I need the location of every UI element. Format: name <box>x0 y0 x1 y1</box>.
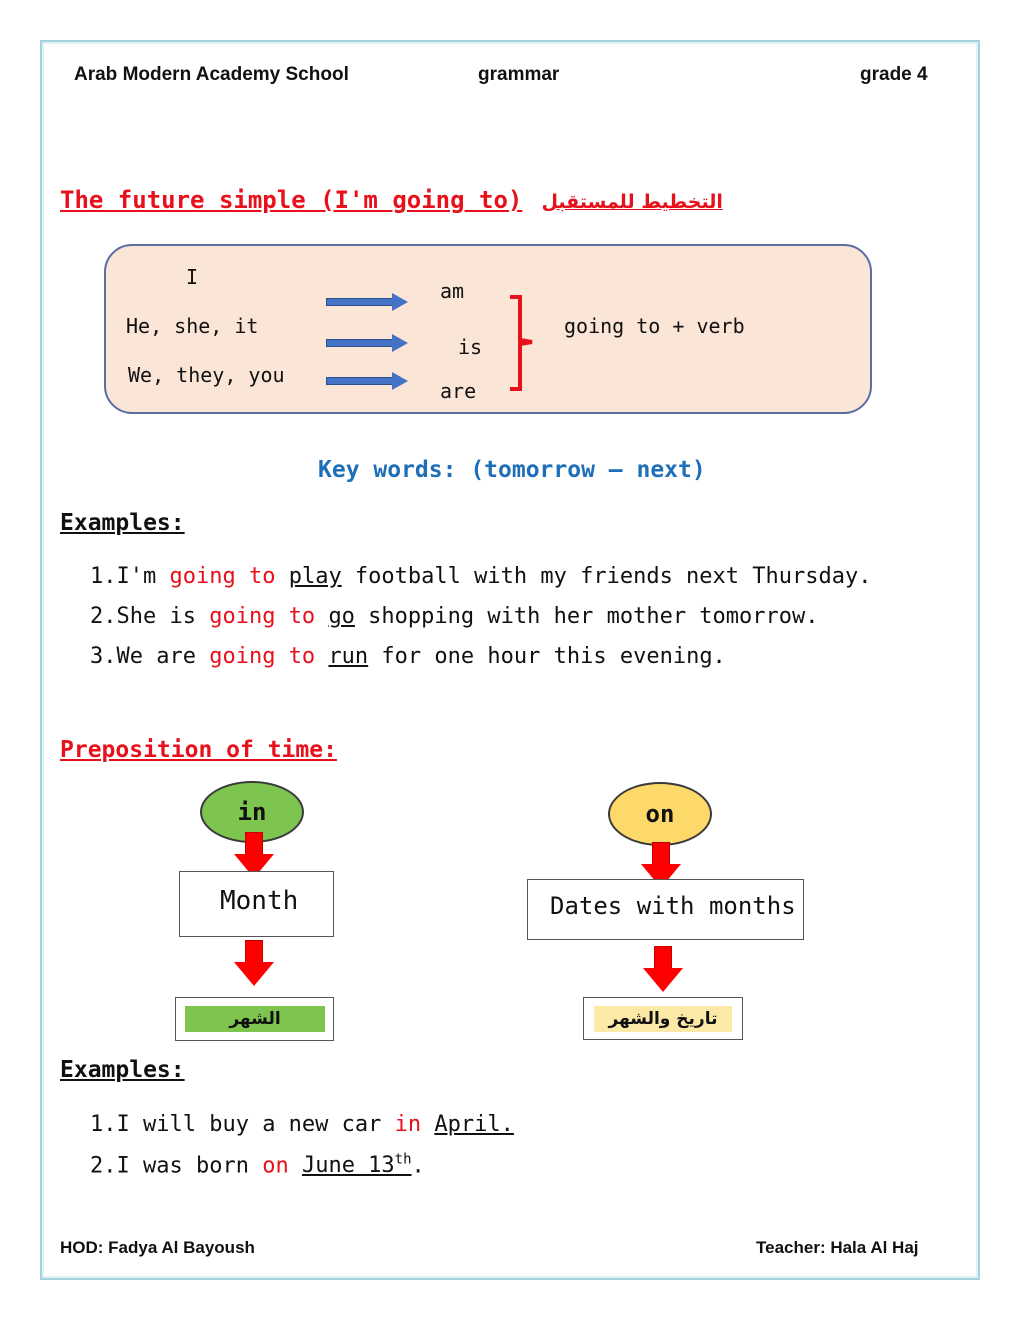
preposition-title: Preposition of time: <box>60 737 337 763</box>
in-ellipse: in <box>200 781 304 843</box>
grade-label: grade 4 <box>860 64 928 85</box>
dates-with-months-label: Dates with months <box>550 892 796 920</box>
subject-we-they-you: We, they, you <box>128 363 285 387</box>
future-title-arabic: التخطيط للمستقبل <box>541 191 723 213</box>
examples-heading: Examples: <box>60 510 185 536</box>
future-title-row <box>60 186 723 214</box>
blue-arrow-icon <box>326 374 410 388</box>
date-arabic-label: تاريخ والشهر <box>594 1006 732 1032</box>
red-down-arrow-icon <box>234 940 274 986</box>
examples-heading-2: Examples: <box>60 1057 185 1083</box>
hod-name: HOD: Fadya Al Bayoush <box>60 1238 255 1257</box>
subject-he-she-it: He, she, it <box>126 314 259 338</box>
example-sentence-3: 3.We are going to run for one hour this evening. <box>90 644 726 669</box>
preposition-example-1: 1.I will buy a new car in April. <box>90 1112 514 1137</box>
month-label: Month <box>220 886 299 916</box>
date-arabic-box <box>583 997 743 1040</box>
dates-with-months-box <box>527 879 804 940</box>
future-title: The future simple (I'm going to) <box>60 186 523 214</box>
verb-is: is <box>458 335 483 359</box>
blue-arrow-icon <box>326 295 410 309</box>
key-words: Key words: (tomorrow – next) <box>318 457 706 483</box>
verb-are: are <box>440 379 477 403</box>
month-arabic-label: الشهر <box>185 1006 325 1032</box>
preposition-example-2: 2.I was born on June 13th. <box>90 1152 425 1179</box>
subject-i: I <box>186 265 199 289</box>
right-brace-icon <box>504 294 540 392</box>
month-arabic-box <box>175 997 334 1041</box>
verb-am: am <box>440 279 465 303</box>
teacher-name: Teacher: Hala Al Haj <box>756 1238 919 1257</box>
on-ellipse: on <box>608 782 712 846</box>
subject-label: grammar <box>478 64 560 85</box>
red-down-arrow-icon <box>643 946 683 992</box>
going-to-rule: going to + verb <box>564 314 745 338</box>
example-sentence-1: 1.I'm going to play football with my friends next Thursday. <box>90 564 872 589</box>
blue-arrow-icon <box>326 336 410 350</box>
month-box <box>179 871 334 937</box>
example-sentence-2: 2.She is going to go shopping with her mother tomorrow. <box>90 604 819 629</box>
school-name: Arab Modern Academy School <box>74 64 349 85</box>
